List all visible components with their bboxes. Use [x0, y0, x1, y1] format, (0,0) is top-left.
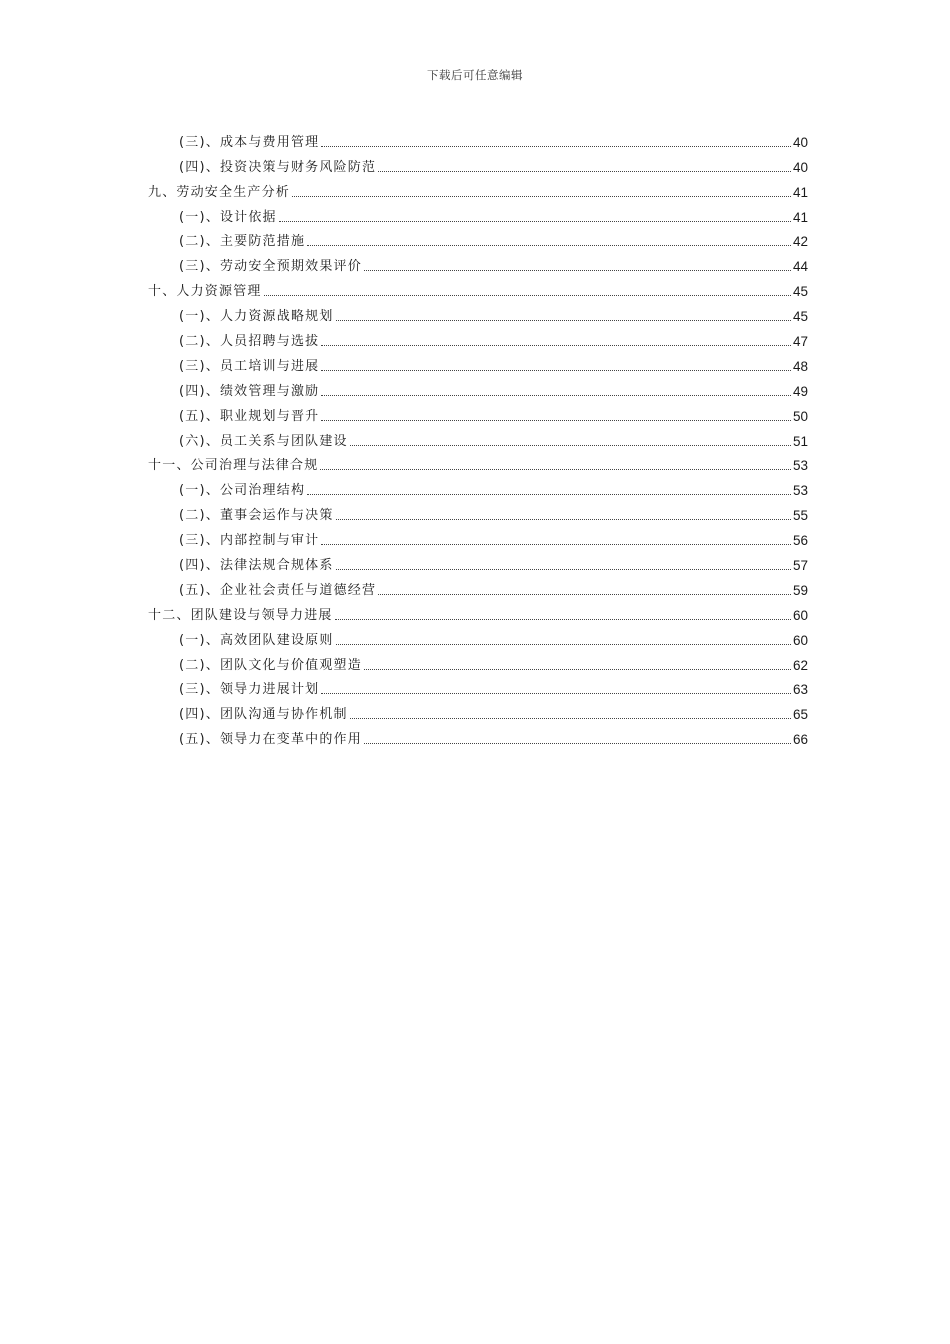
toc-entry-page-number: 45 [792, 309, 808, 325]
toc-entry-page-number: 65 [792, 707, 808, 723]
toc-entry-title: 九、劳动安全生产分析 [148, 184, 291, 200]
toc-entry[interactable] [148, 300, 808, 325]
toc-dot-leader [336, 320, 791, 321]
toc-dot-leader [321, 395, 791, 396]
toc-entry[interactable] [148, 226, 808, 251]
toc-entry-page-number: 51 [792, 433, 808, 449]
toc-entry[interactable] [148, 425, 808, 450]
toc-entry-page-number: 50 [792, 408, 808, 424]
toc-entry-title: (五)、领导力在变革中的作用 [179, 732, 362, 748]
toc-entry-page-number: 45 [792, 284, 808, 300]
toc-entry-title: (三)、领导力进展计划 [179, 682, 320, 698]
toc-dot-leader [307, 494, 791, 495]
toc-entry-title: (四)、团队沟通与协作机制 [179, 707, 348, 723]
toc-entry-page-number: 44 [792, 259, 808, 275]
toc-dot-leader [321, 370, 791, 371]
toc-entry-page-number: 41 [792, 184, 808, 200]
toc-dot-leader [279, 221, 791, 222]
toc-entry-title: (五)、职业规划与晋升 [179, 408, 320, 424]
toc-entry-title: (二)、董事会运作与决策 [179, 508, 334, 524]
toc-dot-leader [336, 519, 791, 520]
toc-dot-leader [364, 669, 791, 670]
toc-entry-title: (六)、员工关系与团队建设 [179, 433, 348, 449]
toc-entry-title: (一)、高效团队建设原则 [179, 632, 334, 648]
toc-entry-title: (一)、设计依据 [179, 209, 277, 225]
toc-entry-title: (三)、内部控制与审计 [179, 533, 320, 549]
toc-dot-leader [292, 196, 791, 197]
toc-dot-leader [336, 644, 791, 645]
toc-entry-page-number: 40 [792, 134, 808, 150]
toc-entry-title: (二)、主要防范措施 [179, 234, 306, 250]
toc-entry[interactable] [148, 499, 808, 524]
toc-entry[interactable] [148, 201, 808, 226]
toc-dot-leader [350, 445, 791, 446]
toc-entry-page-number: 48 [792, 358, 808, 374]
toc-entry-title: 十、人力资源管理 [148, 284, 262, 300]
toc-entry[interactable] [148, 474, 808, 499]
toc-entry[interactable] [148, 400, 808, 425]
toc-entry-page-number: 53 [792, 458, 808, 474]
toc-entry-page-number: 59 [792, 582, 808, 598]
toc-dot-leader [378, 594, 791, 595]
toc-dot-leader [321, 345, 791, 346]
toc-dot-leader [320, 469, 791, 470]
toc-entry[interactable] [148, 674, 808, 699]
toc-entry-title: (二)、团队文化与价值观塑造 [179, 657, 362, 673]
toc-entry-page-number: 41 [792, 209, 808, 225]
toc-entry-title: 十一、公司治理与法律合规 [148, 458, 319, 474]
toc-dot-leader [321, 146, 791, 147]
toc-entry-title: (三)、成本与费用管理 [179, 134, 320, 150]
toc-entry[interactable] [148, 599, 808, 624]
toc-entry[interactable] [148, 325, 808, 350]
toc-entry-page-number: 49 [792, 383, 808, 399]
toc-entry-title: (二)、人员招聘与选拔 [179, 334, 320, 350]
toc-entry-page-number: 47 [792, 334, 808, 350]
toc-entry[interactable] [148, 524, 808, 549]
toc-dot-leader [264, 295, 791, 296]
toc-entry[interactable] [148, 624, 808, 649]
toc-dot-leader [321, 693, 791, 694]
table-of-contents [148, 126, 808, 748]
toc-dot-leader [307, 245, 791, 246]
toc-entry-page-number: 60 [792, 632, 808, 648]
toc-entry[interactable] [148, 350, 808, 375]
toc-entry[interactable] [148, 126, 808, 151]
toc-entry[interactable] [148, 649, 808, 674]
toc-entry[interactable] [148, 723, 808, 748]
toc-entry-title: (一)、公司治理结构 [179, 483, 306, 499]
toc-entry[interactable] [148, 450, 808, 475]
toc-entry[interactable] [148, 176, 808, 201]
toc-entry-page-number: 60 [792, 607, 808, 623]
toc-dot-leader [350, 718, 791, 719]
toc-dot-leader [335, 619, 791, 620]
toc-entry-page-number: 57 [792, 558, 808, 574]
toc-entry-title: (四)、绩效管理与激励 [179, 383, 320, 399]
toc-entry[interactable] [148, 250, 808, 275]
toc-entry-page-number: 55 [792, 508, 808, 524]
toc-entry-title: (五)、企业社会责任与道德经营 [179, 582, 377, 598]
toc-dot-leader [364, 743, 791, 744]
toc-entry-page-number: 53 [792, 483, 808, 499]
toc-entry[interactable] [148, 549, 808, 574]
toc-entry-title: (一)、人力资源战略规划 [179, 309, 334, 325]
toc-entry-page-number: 42 [792, 234, 808, 250]
toc-entry[interactable] [148, 375, 808, 400]
toc-entry[interactable] [148, 698, 808, 723]
toc-entry-page-number: 66 [792, 732, 808, 748]
page-header: 下载后可任意编辑 [427, 68, 523, 82]
toc-entry-title: (三)、劳动安全预期效果评价 [179, 259, 362, 275]
toc-entry[interactable] [148, 275, 808, 300]
toc-entry[interactable] [148, 151, 808, 176]
toc-entry-title: (四)、投资决策与财务风险防范 [179, 159, 377, 175]
toc-entry[interactable] [148, 574, 808, 599]
toc-dot-leader [378, 171, 791, 172]
toc-dot-leader [336, 569, 791, 570]
toc-entry-title: 十二、团队建设与领导力进展 [148, 607, 333, 623]
toc-entry-page-number: 63 [792, 682, 808, 698]
toc-dot-leader [321, 420, 791, 421]
toc-entry-page-number: 40 [792, 159, 808, 175]
toc-entry-page-number: 56 [792, 533, 808, 549]
toc-entry-title: (三)、员工培训与进展 [179, 358, 320, 374]
toc-dot-leader [321, 544, 791, 545]
toc-entry-title: (四)、法律法规合规体系 [179, 558, 334, 574]
toc-entry-page-number: 62 [792, 657, 808, 673]
toc-dot-leader [364, 270, 791, 271]
